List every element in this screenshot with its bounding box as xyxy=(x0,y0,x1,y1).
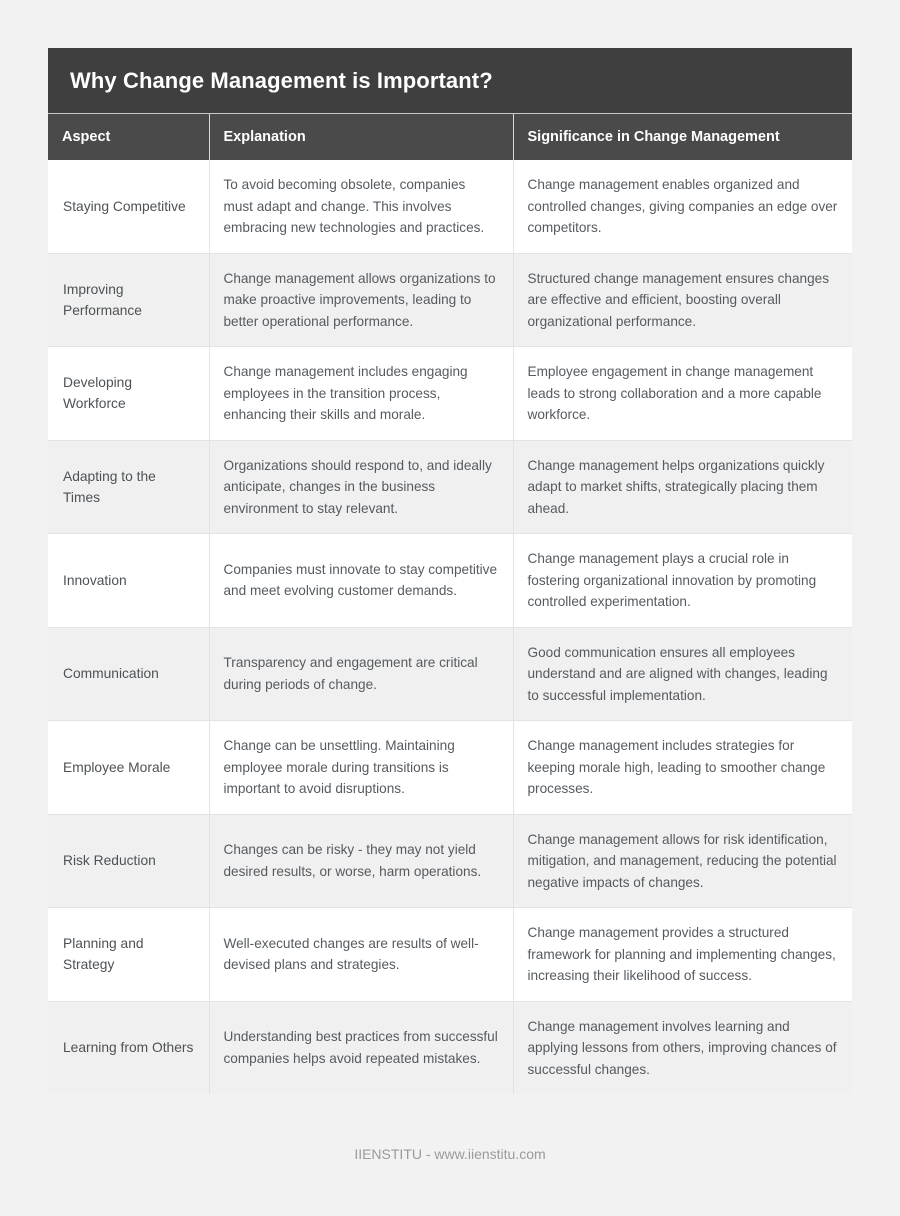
cell-significance: Good communication ensures all employees understand and are aligned with changes, leading to successful implementation. xyxy=(513,627,852,721)
cell-significance: Employee engagement in change management leads to strong collaboration and a more capable workforce. xyxy=(513,347,852,441)
cell-significance: Change management helps organizations quickly adapt to market shifts, strategically placing them ahead. xyxy=(513,440,852,534)
table-row xyxy=(48,1001,852,1094)
table-row xyxy=(48,253,852,347)
cell-aspect: Employee Morale xyxy=(48,721,209,815)
cell-significance: Change management enables organized and controlled changes, giving companies an edge over competitors. xyxy=(513,160,852,253)
table-row xyxy=(48,814,852,908)
cell-explanation: Companies must innovate to stay competitive and meet evolving customer demands. xyxy=(209,534,513,628)
table-row xyxy=(48,721,852,815)
cell-explanation: To avoid becoming obsolete, companies must adapt and change. This involves embracing new technologies and practices. xyxy=(209,160,513,253)
table-row xyxy=(48,627,852,721)
cell-explanation: Change management includes engaging employees in the transition process, enhancing their skills and morale. xyxy=(209,347,513,441)
cell-significance: Change management provides a structured framework for planning and implementing changes, increasing their likelihood of success. xyxy=(513,908,852,1002)
column-header-significance: Significance in Change Management xyxy=(513,114,852,160)
cell-aspect: Learning from Others xyxy=(48,1001,209,1094)
cell-explanation: Change can be unsettling. Maintaining employee morale during transitions is important to avoid disruptions. xyxy=(209,721,513,815)
column-header-aspect: Aspect xyxy=(48,114,209,160)
cell-explanation: Well-executed changes are results of well-devised plans and strategies. xyxy=(209,908,513,1002)
footer-attribution: IIENSTITU - www.iienstitu.com xyxy=(354,1146,546,1162)
table-row xyxy=(48,534,852,628)
cell-significance: Structured change management ensures changes are effective and efficient, boosting overall organizational performance. xyxy=(513,253,852,347)
cell-aspect: Innovation xyxy=(48,534,209,628)
cell-explanation: Organizations should respond to, and ideally anticipate, changes in the business environment to stay relevant. xyxy=(209,440,513,534)
table-row xyxy=(48,160,852,253)
table-title-bar xyxy=(48,48,852,114)
table-body xyxy=(48,160,852,1094)
cell-significance: Change management involves learning and applying lessons from others, improving chances of successful changes. xyxy=(513,1001,852,1094)
table-header xyxy=(48,114,852,160)
cell-aspect: Adapting to the Times xyxy=(48,440,209,534)
column-header-explanation: Explanation xyxy=(209,114,513,160)
cell-explanation: Understanding best practices from successful companies helps avoid repeated mistakes. xyxy=(209,1001,513,1094)
cell-significance: Change management allows for risk identification, mitigation, and management, reducing the potential negative impacts of changes. xyxy=(513,814,852,908)
table-card xyxy=(48,48,852,1094)
cell-significance: Change management plays a crucial role in fostering organizational innovation by promoting controlled experimentation. xyxy=(513,534,852,628)
table-header-row xyxy=(48,114,852,160)
table-row xyxy=(48,908,852,1002)
cell-significance: Change management includes strategies for keeping morale high, leading to smoother change processes. xyxy=(513,721,852,815)
cell-explanation: Transparency and engagement are critical during periods of change. xyxy=(209,627,513,721)
table-row xyxy=(48,440,852,534)
cell-aspect: Communication xyxy=(48,627,209,721)
table-row xyxy=(48,347,852,441)
cell-aspect: Staying Competitive xyxy=(48,160,209,253)
change-management-table xyxy=(48,114,852,1094)
page-title: Why Change Management is Important? xyxy=(70,68,493,93)
cell-aspect: Risk Reduction xyxy=(48,814,209,908)
cell-explanation: Change management allows organizations to make proactive improvements, leading to better operational performance. xyxy=(209,253,513,347)
cell-aspect: Developing Workforce xyxy=(48,347,209,441)
cell-aspect: Improving Performance xyxy=(48,253,209,347)
cell-explanation: Changes can be risky - they may not yield desired results, or worse, harm operations. xyxy=(209,814,513,908)
cell-aspect: Planning and Strategy xyxy=(48,908,209,1002)
